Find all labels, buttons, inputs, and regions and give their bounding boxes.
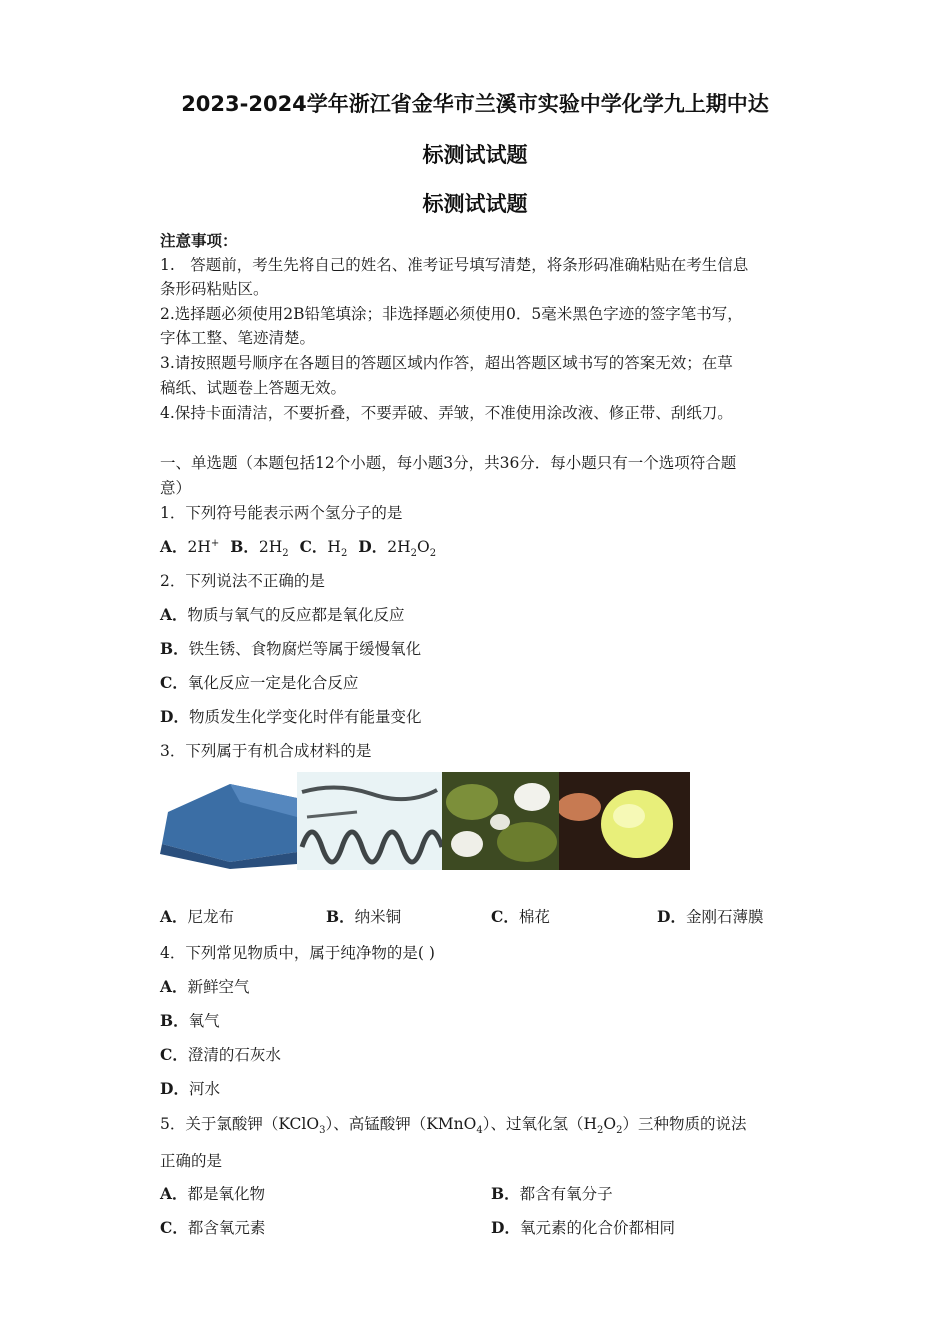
q2-option-d-label: D． <box>160 707 189 726</box>
q3-option-b-label: B． <box>326 907 355 926</box>
notes-item: 字体工整、笔迹清楚。 <box>160 329 316 347</box>
q1-option-d: 2H <box>387 538 411 556</box>
q2-option-a <box>160 603 405 625</box>
q4-option-c-text: 澄清的石灰水 <box>187 1046 281 1064</box>
notes-heading: 注意事项： <box>160 231 238 250</box>
q5-stem-cont: 正确的是 <box>160 1152 223 1170</box>
q3-option-c <box>491 905 550 927</box>
q4-option-a <box>160 975 250 997</box>
q3-option-a <box>160 905 234 927</box>
section-heading: 一、单选题（本题包括12个小题，每小题3分，共36分．每小题只有一个选项符合题 <box>160 454 737 472</box>
q5-option-b-label: B． <box>491 1184 520 1203</box>
notes-item: 条形码粘贴区。 <box>160 280 269 298</box>
nylon-cloth-image <box>160 772 297 870</box>
q1-option-d-label: D． <box>358 537 388 556</box>
q3-option-c-label: C． <box>491 907 519 926</box>
q1-stem: 1．下列符号能表示两个氢分子的是 <box>160 504 403 522</box>
q2-option-d-text: 物质发生化学变化时伴有能量变化 <box>188 708 422 726</box>
q3-option-d-label: D． <box>657 907 686 926</box>
q1-option-a-sup: + <box>210 537 220 549</box>
q5-option-b <box>491 1182 613 1204</box>
section-heading-cont: 意） <box>160 479 192 497</box>
q1-options <box>160 535 436 559</box>
q4-option-a-label: A． <box>160 977 188 996</box>
q2-option-c <box>160 671 358 693</box>
q2-option-a-text: 物质与氧气的反应都是氧化反应 <box>187 606 405 624</box>
q5-stem <box>160 1112 746 1136</box>
q2-option-c-text: 氧化反应一定是化合反应 <box>187 674 359 692</box>
diamond-film-image <box>559 772 690 870</box>
q4-option-a-text: 新鲜空气 <box>187 978 250 996</box>
q1-option-c-sub: 2 <box>340 548 348 560</box>
q1-option-a-label: A． <box>160 537 188 556</box>
exam-title-line3: 标测试试题 <box>422 192 528 216</box>
q1-option-a: 2H <box>187 538 211 556</box>
exam-title-line2: 标测试试题 <box>422 143 528 167</box>
q5-stem-part: 5．关于氯酸钾（KClO <box>160 1115 320 1133</box>
q5-stem-sub: 4 <box>476 1125 483 1137</box>
q1-option-c-label: C． <box>299 537 328 556</box>
q3-option-b-text: 纳米铜 <box>354 908 402 926</box>
q2-option-b <box>160 637 421 659</box>
q5-stem-sub: 3 <box>319 1125 326 1137</box>
q1-option-d-mid: O <box>416 538 430 556</box>
q4-option-d-text: 河水 <box>188 1080 220 1098</box>
q1-option-d-sub2: 2 <box>429 548 437 560</box>
exam-title-line1: 2023-2024学年浙江省金华市兰溪市实验中学化学九上期中达 <box>181 92 769 116</box>
q2-stem: 2．下列说法不正确的是 <box>160 572 325 590</box>
q5-option-d-text: 氧元素的化合价都相同 <box>519 1219 675 1237</box>
q1-option-d-sub1: 2 <box>410 548 417 560</box>
q5-option-a <box>160 1182 265 1204</box>
q4-option-b-text: 氧气 <box>188 1012 220 1030</box>
q3-option-a-text: 尼龙布 <box>187 908 235 926</box>
q5-option-d-label: D． <box>491 1218 520 1237</box>
q3-option-b <box>326 905 401 927</box>
notes-item: 3.请按照题号顺序在各题目的答题区域内作答，超出答题区域书写的答案无效；在草 <box>160 354 733 372</box>
q5-option-a-label: A． <box>160 1184 188 1203</box>
q2-option-a-label: A． <box>160 605 188 624</box>
q5-stem-part: O <box>603 1115 617 1133</box>
q2-option-c-label: C． <box>160 673 188 692</box>
q3-option-a-label: A． <box>160 907 188 926</box>
notes-item: 2.选择题必须使用2B铅笔填涂；非选择题必须使用0．5毫米黑色字迹的签字笔书写， <box>160 305 743 323</box>
q5-option-c-label: C． <box>160 1218 188 1237</box>
notes-item: 稿纸、试题卷上答题无效。 <box>160 379 347 397</box>
q5-stem-part: ）、过氧化氢（H <box>482 1115 597 1133</box>
q2-option-b-text: 铁生锈、食物腐烂等属于缓慢氧化 <box>188 640 422 658</box>
q2-option-b-label: B． <box>160 639 189 658</box>
q1-option-c: H <box>327 538 341 556</box>
cotton-image <box>442 772 559 870</box>
q1-option-b-label: B． <box>230 537 259 556</box>
q5-stem-part: ）三种物质的说法 <box>622 1115 747 1133</box>
q2-option-d <box>160 705 421 727</box>
q1-option-b: 2H <box>258 538 283 556</box>
q5-option-b-text: 都含有氧分子 <box>519 1185 613 1203</box>
q4-option-b-label: B． <box>160 1011 189 1030</box>
q4-stem: 4．下列常见物质中，属于纯净物的是( ) <box>160 944 435 962</box>
q4-option-b <box>160 1009 220 1031</box>
q5-option-a-text: 都是氧化物 <box>187 1185 266 1203</box>
q5-stem-sub: 2 <box>597 1125 604 1137</box>
q4-option-c <box>160 1043 281 1065</box>
q1-option-b-sub: 2 <box>282 548 289 560</box>
q5-option-c <box>160 1216 265 1238</box>
q3-option-c-text: 棉花 <box>518 908 550 926</box>
q3-option-d-text: 金刚石薄膜 <box>685 908 764 926</box>
q3-option-d <box>657 905 763 927</box>
q5-stem-part: ）、高锰酸钾（KMnO <box>325 1115 477 1133</box>
notes-item: 4.保持卡面清洁，不要折叠，不要弄破、弄皱，不准使用涂改液、修正带、刮纸刀。 <box>160 404 733 422</box>
q5-stem-sub: 2 <box>616 1125 623 1137</box>
q4-option-d <box>160 1077 220 1099</box>
q4-option-c-label: C． <box>160 1045 188 1064</box>
notes-item: 1. 答题前，考生先将自己的姓名、准考证号填写清楚，将条形码准确粘贴在考生信息 <box>160 256 749 274</box>
q5-option-c-text: 都含氧元素 <box>187 1219 266 1237</box>
q3-stem: 3．下列属于有机合成材料的是 <box>160 742 372 760</box>
q4-option-d-label: D． <box>160 1079 189 1098</box>
q5-option-d <box>491 1216 675 1238</box>
nano-copper-image <box>297 772 442 870</box>
